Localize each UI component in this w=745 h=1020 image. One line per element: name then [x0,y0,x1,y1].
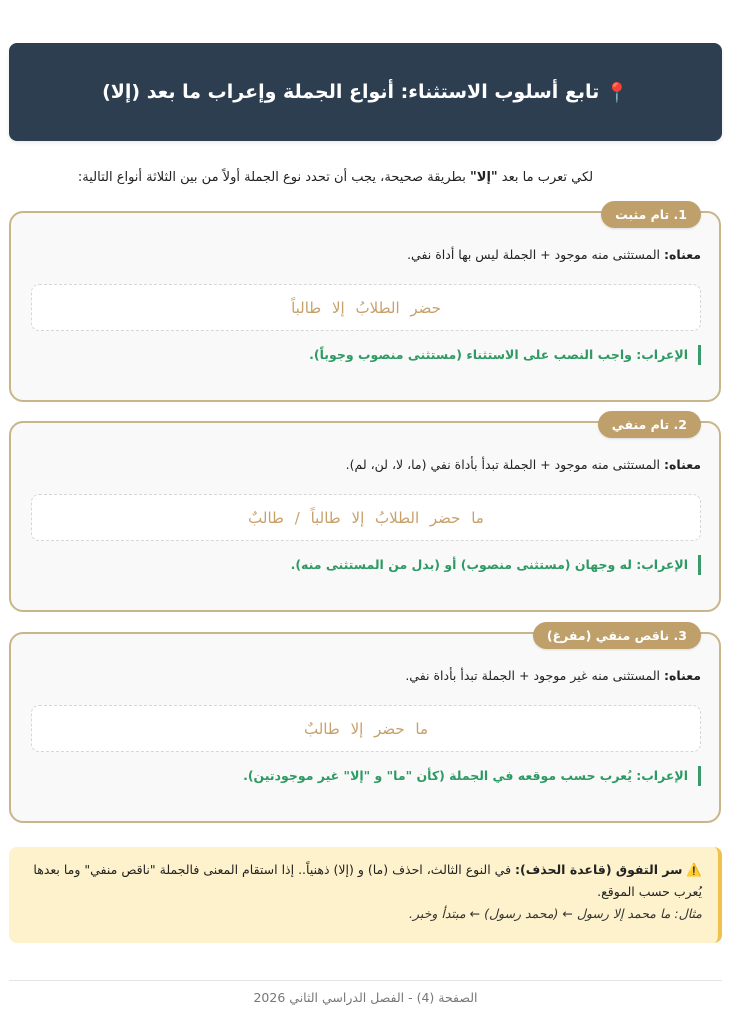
page-footer: الصفحة (4) - الفصل الدراسي الثاني 2026 [253,990,478,1005]
card-badge: 2. تام منفي [598,411,701,438]
card-meaning [407,247,701,262]
footer-divider [9,980,722,981]
example-box [31,284,701,331]
meaning-label: معناه: [664,247,701,262]
card-meaning [346,457,701,472]
page-header [9,43,722,141]
tip-title: سر التفوق (قاعدة الحذف): [515,862,683,877]
sentence-type-card-3 [9,628,721,823]
intro-paragraph [9,170,722,185]
example-sentence: ما حضر إلا طالبٌ [304,719,428,738]
sentence-type-card-2 [9,417,721,612]
tip-example: مثال: ما محمد إلا رسول ← (محمد رسول) ← مبتدأ وخبر. [409,906,702,921]
card-meaning [405,668,701,683]
irab-note: الإعراب: له وجهان (مستثنى منصوب) أو (بدل من المستثنى منه). [291,555,701,575]
intro-after: بطريقة صحيحة، يجب أن تحدد نوع الجملة أولاً من بين الثلاثة أنواع التالية: [77,170,470,185]
meaning-label: معناه: [664,457,701,472]
tip-main [23,859,702,903]
pin-icon: 📍 [605,81,629,104]
example-box [31,705,701,752]
meaning-text: المستثنى منه موجود + الجملة تبدأ بأداة نفي (ما، لا، لن، لم). [345,457,665,472]
meaning-text: المستثنى منه غير موجود + الجملة تبدأ بأداة نفي. [405,668,665,683]
example-box [31,494,701,541]
intro-before: لكي تعرب ما بعد [497,170,594,185]
meaning-text: المستثنى منه موجود + الجملة ليس بها أداة نفي. [407,247,665,262]
intro-highlight: "إلا" [469,170,498,185]
irab-note: الإعراب: واجب النصب على الاستثناء (مستثنى منصوب وجوباً). [309,345,701,365]
warning-icon: ⚠️ [686,862,702,877]
sentence-type-card-1 [9,207,721,402]
tip-box [9,847,722,943]
page-title: تابع أسلوب الاستثناء: أنواع الجملة وإعراب ما بعد (إلا) [102,81,600,103]
irab-note: الإعراب: يُعرب حسب موقعه في الجملة (كأن "ما" و "إلا" غير موجودتين). [243,766,701,786]
card-badge: 3. ناقص منفي (مفرغ) [533,622,701,649]
tip-text: في النوع الثالث، احذف (ما) و (إلا) ذهنياً.. إذا استقام المعنى فالجملة "ناقص منفي" وما بعدها يُعرب حسب الموقع. [33,862,702,899]
example-sentence: حضر الطلابُ إلا طالباً [291,298,441,317]
meaning-label: معناه: [664,668,701,683]
example-sentence: ما حضر الطلابُ إلا طالباً / طالبٌ [248,508,484,527]
card-badge: 1. تام مثبت [601,201,701,228]
